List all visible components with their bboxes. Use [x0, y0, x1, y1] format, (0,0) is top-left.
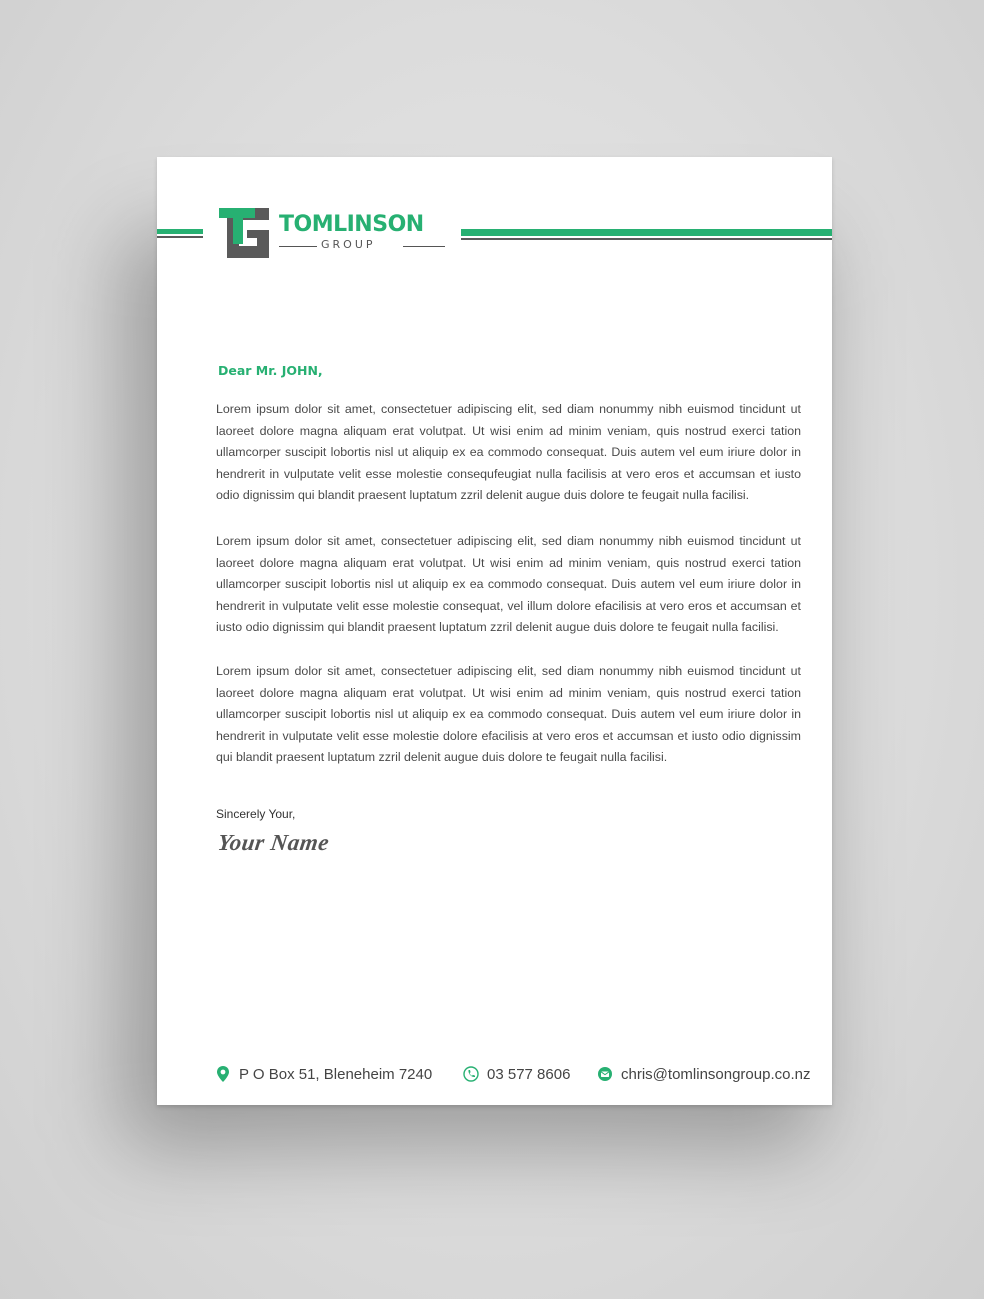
email-icon: [597, 1065, 613, 1083]
phone-icon: [463, 1065, 479, 1083]
letter-closing: Sincerely Your,: [216, 807, 296, 821]
logo-sub-rule-left: [279, 246, 317, 247]
company-logo: [217, 204, 449, 260]
footer-phone: [463, 1063, 570, 1085]
logo-sub-rule-right: [403, 246, 445, 247]
letterhead-sheet: [157, 157, 832, 1105]
footer-email-text: chris@tomlinsongroup.co.nz: [621, 1065, 811, 1083]
footer-phone-text: 03 577 8606: [487, 1065, 571, 1083]
header-bar-left: [157, 229, 203, 234]
logo-subtitle: GROUP: [321, 238, 376, 251]
letter-paragraph-1: Lorem ipsum dolor sit amet, consectetuer adipiscing elit, sed diam nonummy nibh euismod tincidunt ut laoreet dolore magna aliquam erat volutpat. Ut wisi enim ad minim veniam, quis nostrud exerci tation ullamcorper suscipit lobortis nisl ut aliquip ex ea commodo consequat. Duis autem vel eum iriure dolor in hendrerit in vulputate velit esse molestie consequfeugiat nulla facilisis at vero eros et accumsan et iusto odio dignissim qui blandit praesent luptatum zzril delenit augue duis dolore te feugait nulla facilisi.: [216, 402, 801, 503]
footer-email: [597, 1063, 810, 1085]
letter-paragraph-3: Lorem ipsum dolor sit amet, consectetuer adipiscing elit, sed diam nonummy nibh euismod tincidunt ut laoreet dolore magna aliquam erat volutpat. Ut wisi enim ad minim veniam, quis nostrud exerci tation ullamcorper suscipit lobortis nisl ut aliquip ex ea commodo consequat. Duis autem vel eum iriure dolor in hendrerit in vulputate velit esse molestie dolore efacilisis at vero eros et accumsan et iusto odio dignissim qui blandit praesent luptatum zzril delenit augue duis dolore te feugait nulla facilisi.: [216, 664, 801, 765]
signature: Your Name: [216, 830, 331, 855]
letter-greeting: Dear Mr. JOHN,: [218, 363, 323, 378]
header-rule-left: [157, 236, 203, 238]
location-pin-icon: [215, 1065, 231, 1083]
letter-paragraph-2: Lorem ipsum dolor sit amet, consectetuer adipiscing elit, sed diam nonummy nibh euismod tincidunt ut laoreet dolore magna aliquam erat volutpat. Ut wisi enim ad minim veniam, quis nostrud exerci tation ullamcorper suscipit lobortis nisl ut aliquip ex ea commodo consequat. Duis autem vel eum iriure dolor in hendrerit in vulputate velit esse molestie consequat, vel illum dolore efacilisis at vero eros et accumsan et iusto odio dignissim qui blandit praesent luptatum zzril delenit augue duis dolore te feugait nulla facilisi.: [216, 534, 801, 635]
footer-address: [215, 1063, 432, 1085]
footer-address-text: P O Box 51, Bleneheim 7240: [239, 1065, 433, 1083]
logo-wordmark: TOMLINSON: [279, 212, 424, 237]
header-bar-right: [461, 229, 832, 236]
tg-monogram-icon: [217, 204, 273, 260]
header-rule-right: [461, 238, 832, 240]
